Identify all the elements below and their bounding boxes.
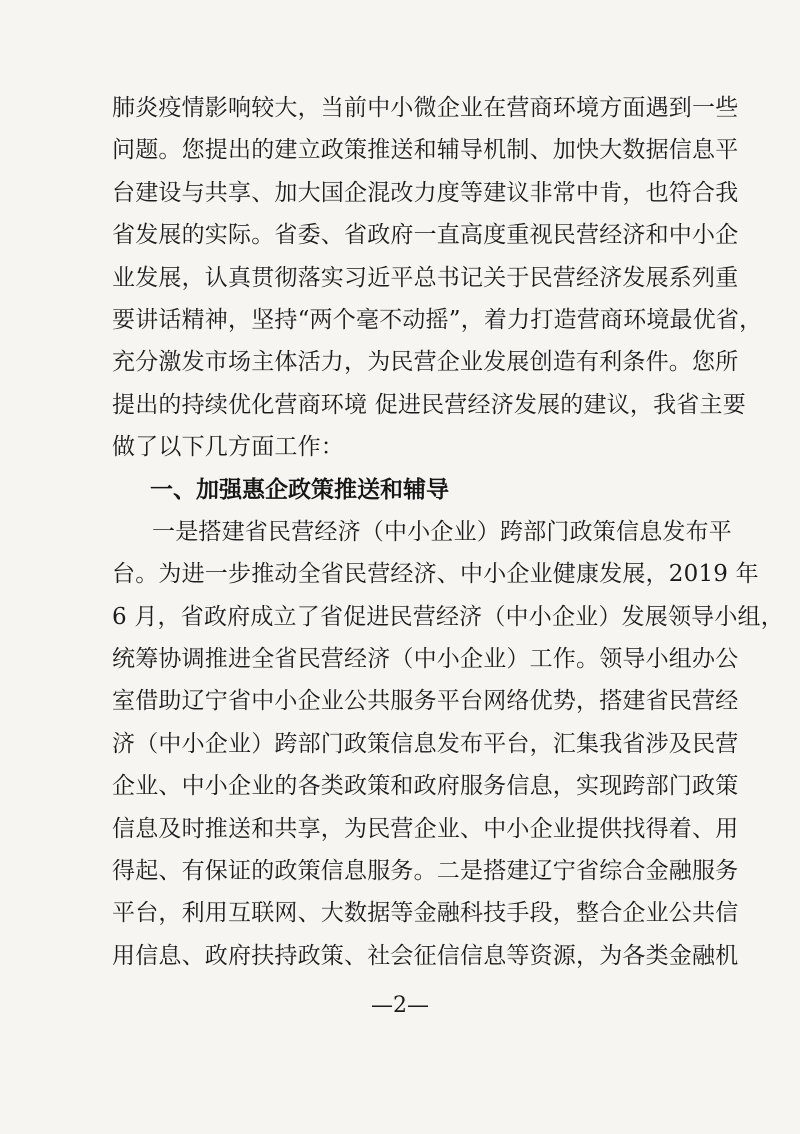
paragraph-line: 肺炎疫情影响较大，当前中小微企业在营商环境方面遇到一些 [112, 95, 739, 121]
paragraph-line: 用信息、政府扶持政策、社会征信信息等资源，为各类金融机 [112, 942, 739, 969]
paragraph-line: 省发展的实际。省委、省政府一直高度重视民营经济和中小企 [112, 222, 739, 249]
paragraph-line: 台。为进一步推动全省民营经济、中小企业健康发展，2019 年 [112, 561, 759, 588]
page-number: —2— [371, 993, 429, 1018]
paragraph-line: 企业、中小企业的各类政策和政府服务信息，实现跨部门政策 [112, 773, 739, 800]
paragraph-line: 室借助辽宁省中小企业公共服务平台网络优势，搭建省民营经 [112, 688, 739, 715]
paragraph-line: 问题。您提出的建立政策推送和辅导机制、加快大数据信息平 [112, 137, 739, 164]
paragraph-line: 统筹协调推进全省民营经济（中小企业）工作。领导小组办公 [112, 646, 739, 673]
paragraph-line: 业发展，认真贯彻落实习近平总书记关于民营经济发展系列重 [112, 264, 739, 291]
paragraph-line: 信息及时推送和共享，为民营企业、中小企业提供找得着、用 [112, 815, 739, 842]
paragraph-line: 台建设与共享、加大国企混改力度等建议非常中肯，也符合我 [112, 179, 739, 206]
paragraph-line: 济（中小企业）跨部门政策信息发布平台，汇集我省涉及民营 [112, 730, 739, 757]
paragraph-line: 得起、有保证的政策信息服务。二是搭建辽宁省综合金融服务 [112, 858, 739, 885]
document-body [112, 87, 784, 977]
paragraph-line: 要讲话精神，坚持“两个毫不动摇”，着力打造营商环境最优省， [112, 306, 763, 333]
paragraph-line: 提出的持续优化营商环境 促进民营经济发展的建议，我省主要 [112, 391, 746, 418]
paragraph-line: 做了以下几方面工作： [112, 434, 344, 461]
section-heading: 一、加强惠企政策推送和辅导 [150, 476, 449, 503]
paragraph-line: 一是搭建省民营经济（中小企业）跨部门政策信息发布平 [152, 518, 732, 545]
paragraph-line: 充分激发市场主体活力，为民营企业发展创造有利条件。您所 [112, 349, 739, 376]
paragraph-line: 平台，利用互联网、大数据等金融科技手段，整合企业公共信 [112, 900, 739, 927]
paragraph-line: 6 月，省政府成立了省促进民营经济（中小企业）发展领导小组， [112, 603, 784, 630]
